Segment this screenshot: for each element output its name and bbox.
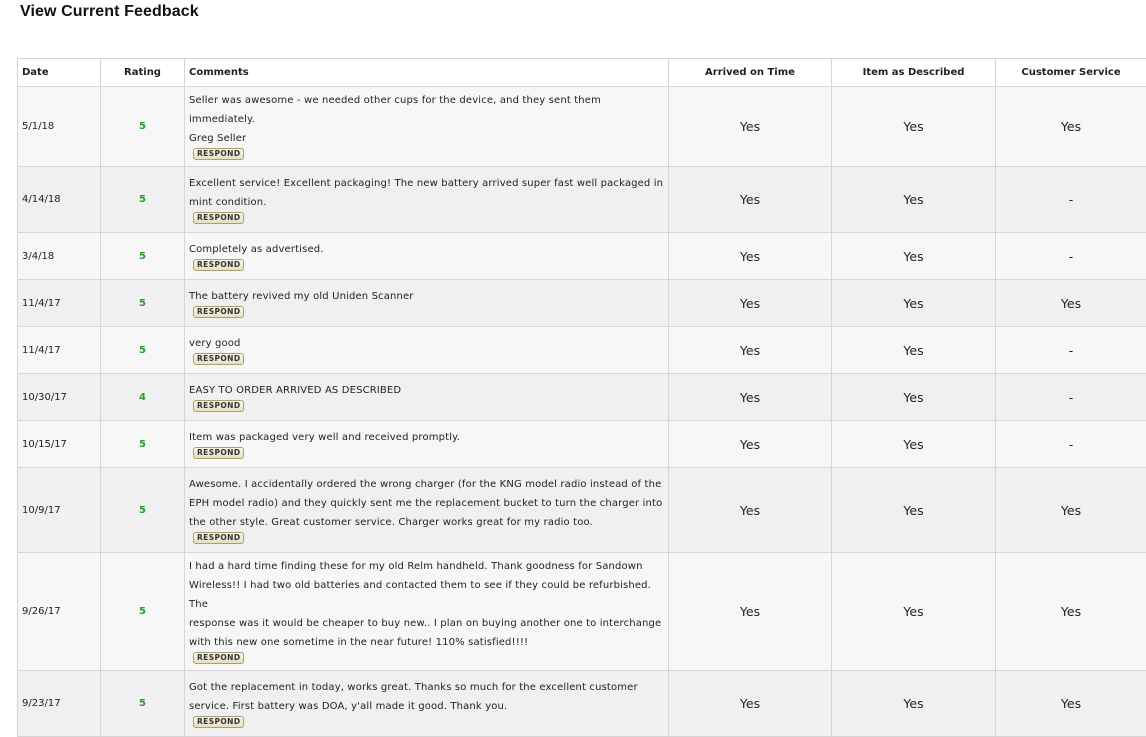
cell-comment — [185, 87, 669, 167]
cell-item-as-described: Yes — [832, 280, 996, 327]
cell-comment — [185, 280, 669, 327]
cell-customer-service: Yes — [996, 553, 1146, 671]
header-item-as-described: Item as Described — [832, 59, 996, 87]
cell-date: 9/23/17 — [18, 671, 101, 737]
header-comments: Comments — [185, 59, 669, 87]
comment-line: with this new one sometime in the near future! 110% satisfied!!!! — [189, 633, 664, 652]
cell-item-as-described: Yes — [832, 167, 996, 233]
comment-line: the other style. Great customer service. Charger works great for my radio too. — [189, 513, 664, 532]
table-row — [18, 671, 1146, 737]
cell-date: 11/4/17 — [18, 280, 101, 327]
cell-item-as-described: Yes — [832, 327, 996, 374]
comment-line: The battery revived my old Uniden Scanner — [189, 287, 664, 306]
header-arrived-on-time: Arrived on Time — [669, 59, 832, 87]
cell-item-as-described: Yes — [832, 421, 996, 468]
comment-line: service. First battery was DOA, y'all made it good. Thank you. — [189, 697, 664, 716]
cell-comment — [185, 421, 669, 468]
comment-line: Excellent service! Excellent packaging! The new battery arrived super fast well packaged in — [189, 174, 664, 193]
cell-comment — [185, 233, 669, 280]
respond-row — [189, 259, 664, 272]
comment-line: very good — [189, 334, 664, 353]
feedback-table-body — [18, 87, 1146, 737]
cell-customer-service: Yes — [996, 468, 1146, 553]
respond-row — [189, 148, 664, 161]
respond-row — [189, 212, 664, 225]
comment-line: Wireless!! I had two old batteries and contacted them to see if they could be refurbished. The — [189, 576, 664, 614]
cell-rating: 5 — [101, 468, 185, 553]
table-row — [18, 167, 1146, 233]
respond-row — [189, 532, 664, 545]
table-header-row — [18, 59, 1146, 87]
cell-rating: 5 — [101, 671, 185, 737]
cell-arrived-on-time: Yes — [669, 280, 832, 327]
cell-arrived-on-time: Yes — [669, 468, 832, 553]
cell-date: 3/4/18 — [18, 233, 101, 280]
cell-date: 10/9/17 — [18, 468, 101, 553]
cell-date: 4/14/18 — [18, 167, 101, 233]
comment-line: Item was packaged very well and received promptly. — [189, 428, 664, 447]
cell-customer-service: - — [996, 374, 1146, 421]
respond-button[interactable]: RESPOND — [193, 652, 244, 664]
table-row — [18, 468, 1146, 553]
header-rating: Rating — [101, 59, 185, 87]
cell-comment — [185, 468, 669, 553]
cell-comment — [185, 553, 669, 671]
table-row — [18, 87, 1146, 167]
cell-item-as-described: Yes — [832, 233, 996, 280]
table-row — [18, 421, 1146, 468]
respond-button[interactable]: RESPOND — [193, 353, 244, 365]
respond-button[interactable]: RESPOND — [193, 259, 244, 271]
respond-button[interactable]: RESPOND — [193, 716, 244, 728]
cell-arrived-on-time: Yes — [669, 87, 832, 167]
cell-date: 10/15/17 — [18, 421, 101, 468]
cell-date: 5/1/18 — [18, 87, 101, 167]
respond-button[interactable]: RESPOND — [193, 400, 244, 412]
cell-customer-service: Yes — [996, 280, 1146, 327]
cell-rating: 5 — [101, 233, 185, 280]
cell-customer-service: Yes — [996, 87, 1146, 167]
respond-row — [189, 652, 664, 665]
cell-rating: 5 — [101, 87, 185, 167]
table-row — [18, 280, 1146, 327]
comment-line: response was it would be cheaper to buy new.. I plan on buying another one to interchange — [189, 614, 664, 633]
cell-item-as-described: Yes — [832, 87, 996, 167]
cell-customer-service: - — [996, 327, 1146, 374]
comment-line: EPH model radio) and they quickly sent me the replacement bucket to turn the charger into — [189, 494, 664, 513]
comment-line: Seller was awesome - we needed other cups for the device, and they sent them immediately. — [189, 91, 664, 129]
cell-arrived-on-time: Yes — [669, 553, 832, 671]
cell-arrived-on-time: Yes — [669, 374, 832, 421]
respond-button[interactable]: RESPOND — [193, 532, 244, 544]
cell-arrived-on-time: Yes — [669, 671, 832, 737]
cell-customer-service: - — [996, 421, 1146, 468]
cell-rating: 5 — [101, 327, 185, 374]
cell-rating: 4 — [101, 374, 185, 421]
cell-comment — [185, 327, 669, 374]
cell-item-as-described: Yes — [832, 553, 996, 671]
cell-arrived-on-time: Yes — [669, 233, 832, 280]
cell-customer-service: - — [996, 233, 1146, 280]
cell-arrived-on-time: Yes — [669, 421, 832, 468]
table-row — [18, 553, 1146, 671]
cell-rating: 5 — [101, 553, 185, 671]
respond-row — [189, 306, 664, 319]
header-date: Date — [18, 59, 101, 87]
comment-line: I had a hard time finding these for my old Relm handheld. Thank goodness for Sandown — [189, 557, 664, 576]
respond-row — [189, 447, 664, 460]
table-row — [18, 233, 1146, 280]
cell-arrived-on-time: Yes — [669, 167, 832, 233]
respond-button[interactable]: RESPOND — [193, 306, 244, 318]
cell-rating: 5 — [101, 421, 185, 468]
cell-date: 10/30/17 — [18, 374, 101, 421]
cell-date: 11/4/17 — [18, 327, 101, 374]
cell-rating: 5 — [101, 280, 185, 327]
comment-line: Greg Seller — [189, 129, 664, 148]
respond-row — [189, 716, 664, 729]
comment-line: Got the replacement in today, works great. Thanks so much for the excellent customer — [189, 678, 664, 697]
table-row — [18, 327, 1146, 374]
cell-comment — [185, 671, 669, 737]
cell-comment — [185, 374, 669, 421]
respond-row — [189, 353, 664, 366]
cell-comment — [185, 167, 669, 233]
respond-button[interactable]: RESPOND — [193, 447, 244, 459]
comment-line: EASY TO ORDER ARRIVED AS DESCRIBED — [189, 381, 664, 400]
cell-rating: 5 — [101, 167, 185, 233]
comment-line: Completely as advertised. — [189, 240, 664, 259]
table-row — [18, 374, 1146, 421]
cell-item-as-described: Yes — [832, 671, 996, 737]
cell-date: 9/26/17 — [18, 553, 101, 671]
header-customer-service: Customer Service — [996, 59, 1146, 87]
cell-customer-service: Yes — [996, 671, 1146, 737]
respond-button[interactable]: RESPOND — [193, 212, 244, 224]
comment-line: mint condition. — [189, 193, 664, 212]
respond-row — [189, 400, 664, 413]
respond-button[interactable]: RESPOND — [193, 148, 244, 160]
cell-customer-service: - — [996, 167, 1146, 233]
page-title: View Current Feedback — [20, 3, 199, 21]
cell-item-as-described: Yes — [832, 468, 996, 553]
cell-arrived-on-time: Yes — [669, 327, 832, 374]
feedback-table — [17, 58, 1146, 737]
cell-item-as-described: Yes — [832, 374, 996, 421]
comment-line: Awesome. I accidentally ordered the wrong charger (for the KNG model radio instead of the — [189, 475, 664, 494]
